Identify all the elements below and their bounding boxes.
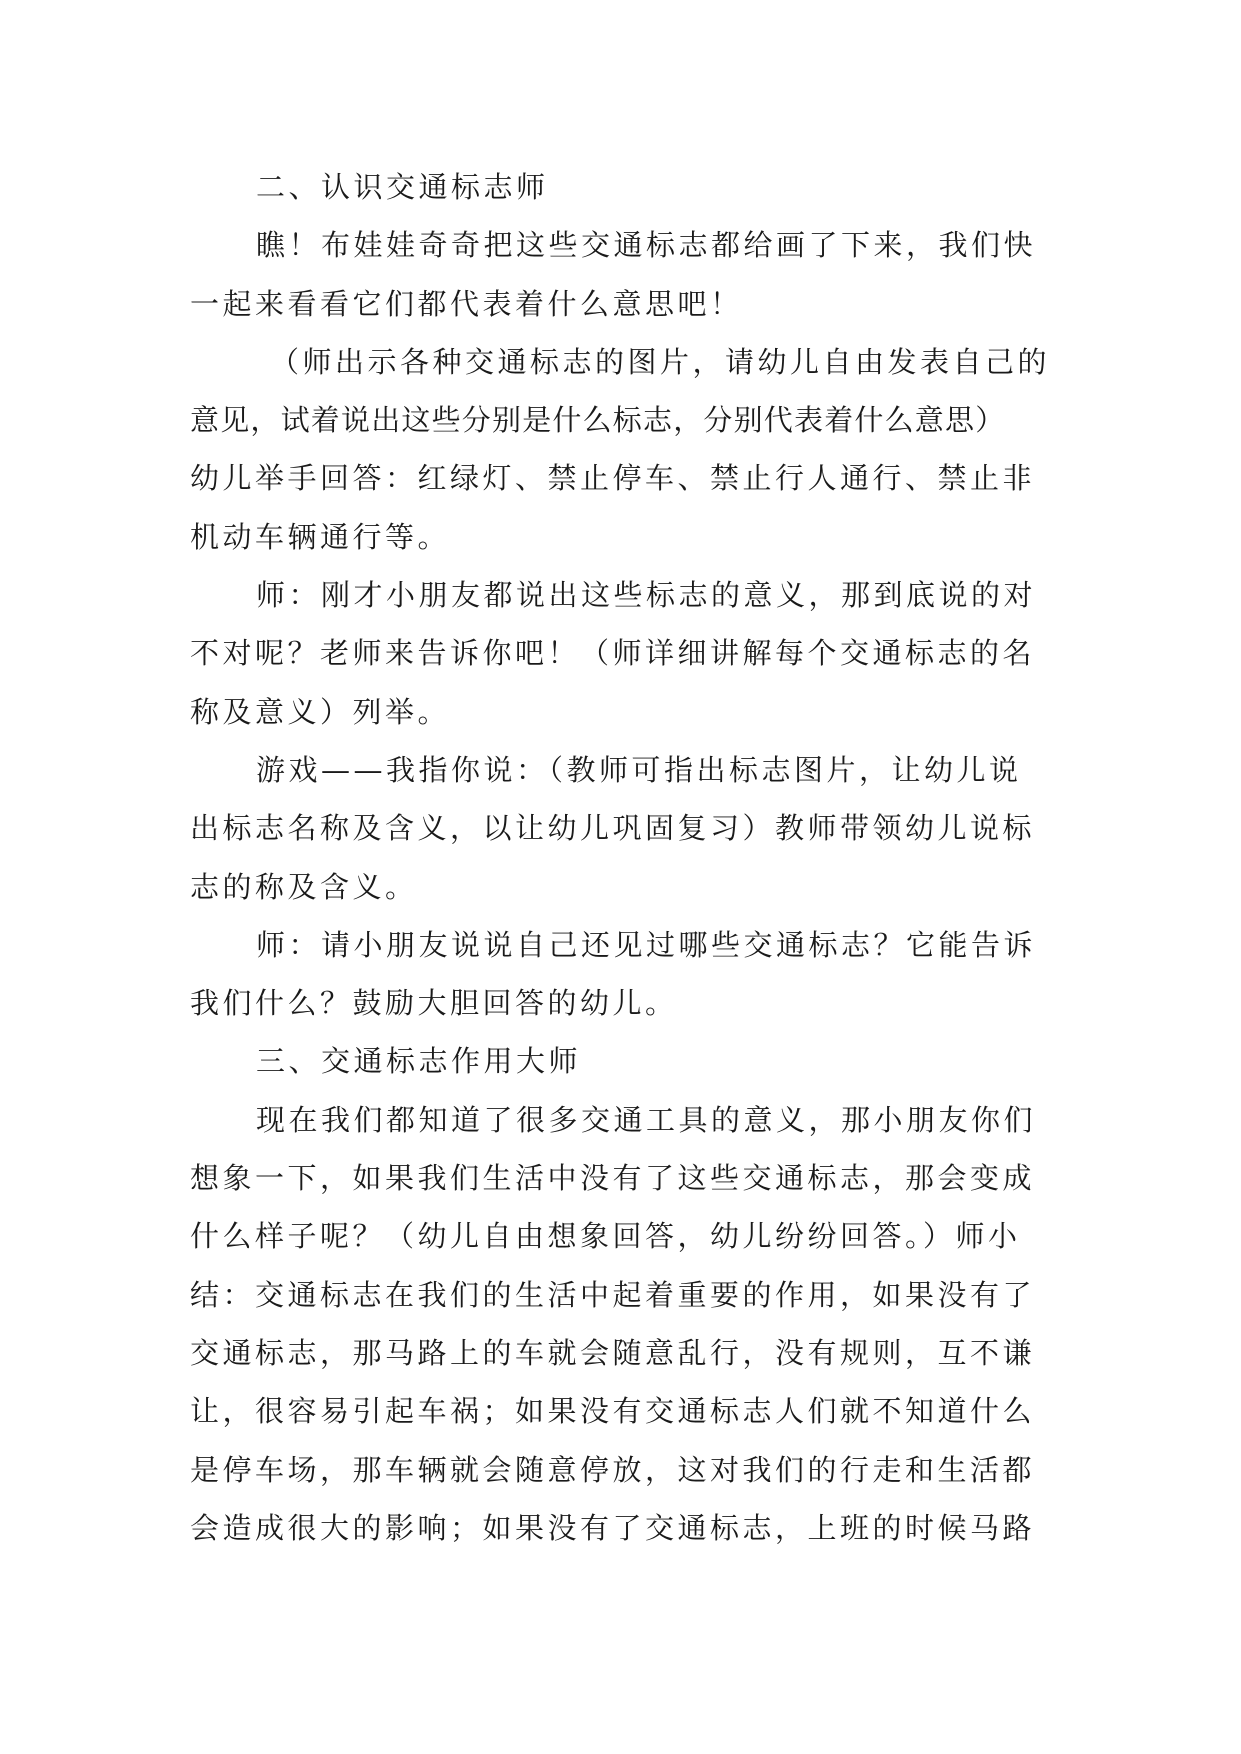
document-body — [190, 158, 1052, 1557]
paragraph-line: 结：交通标志在我们的生活中起着重要的作用，如果没有了 — [190, 1277, 1036, 1312]
paragraph-line: 不对呢？老师来告诉你吧！（师详细讲解每个交通标志的名 — [190, 636, 1036, 671]
paragraph-line: 称及意义）列举。 — [190, 694, 451, 729]
section-heading: 三、交通标志作用大师 — [256, 1044, 582, 1079]
paragraph-line: 会造成很大的影响；如果没有了交通标志，上班的时候马路 — [190, 1510, 1036, 1545]
paragraph-line: 是停车场，那车辆就会随意停放，这对我们的行走和生活都 — [190, 1452, 1036, 1487]
paragraph-line: 师：请小朋友说说自己还见过哪些交通标志？它能告诉 — [256, 927, 1037, 962]
paragraph-line: 什么样子呢？（幼儿自由想象回答，幼儿纷纷回答。）师小 — [190, 1219, 1021, 1254]
section-heading: 二、认识交通标志师 — [256, 170, 549, 204]
paragraph-line: 现在我们都知道了很多交通工具的意义，那小朋友你们 — [256, 1102, 1037, 1137]
paragraph-line: 师：刚才小朋友都说出这些标志的意义，那到底说的对 — [256, 578, 1037, 613]
paragraph-line: 志的称及含义。 — [190, 869, 418, 904]
paragraph-line: 瞧！布娃娃奇奇把这些交通标志都给画了下来，我们快 — [256, 228, 1037, 263]
paragraph-line: 机动车辆通行等。 — [190, 519, 451, 554]
paragraph-line: 幼儿举手回答：红绿灯、禁止停车、禁止行人通行、禁止非 — [190, 461, 1036, 496]
paragraph-line: 想象一下，如果我们生活中没有了这些交通标志，那会变成 — [190, 1161, 1036, 1196]
paragraph-line: 让，很容易引起车祸；如果没有交通标志人们就不知道什么 — [190, 1394, 1036, 1429]
paragraph-line: 我们什么？鼓励大胆回答的幼儿。 — [190, 986, 678, 1021]
paragraph-line: 一起来看看它们都代表着什么意思吧！ — [190, 286, 743, 321]
paragraph-line: 交通标志，那马路上的车就会随意乱行，没有规则，互不谦 — [190, 1335, 1036, 1370]
paragraph-line: 游戏——我指你说：（教师可指出标志图片，让幼儿说 — [256, 752, 1022, 787]
paragraph-line: （师出示各种交通标志的图片，请幼儿自由发表自己的 — [270, 344, 1051, 379]
paragraph-line: 出标志名称及含义，以让幼儿巩固复习）教师带领幼儿说标 — [190, 811, 1036, 846]
paragraph-line: 意见，试着说出这些分别是什么标志，分别代表着什么意思） — [190, 403, 1006, 438]
